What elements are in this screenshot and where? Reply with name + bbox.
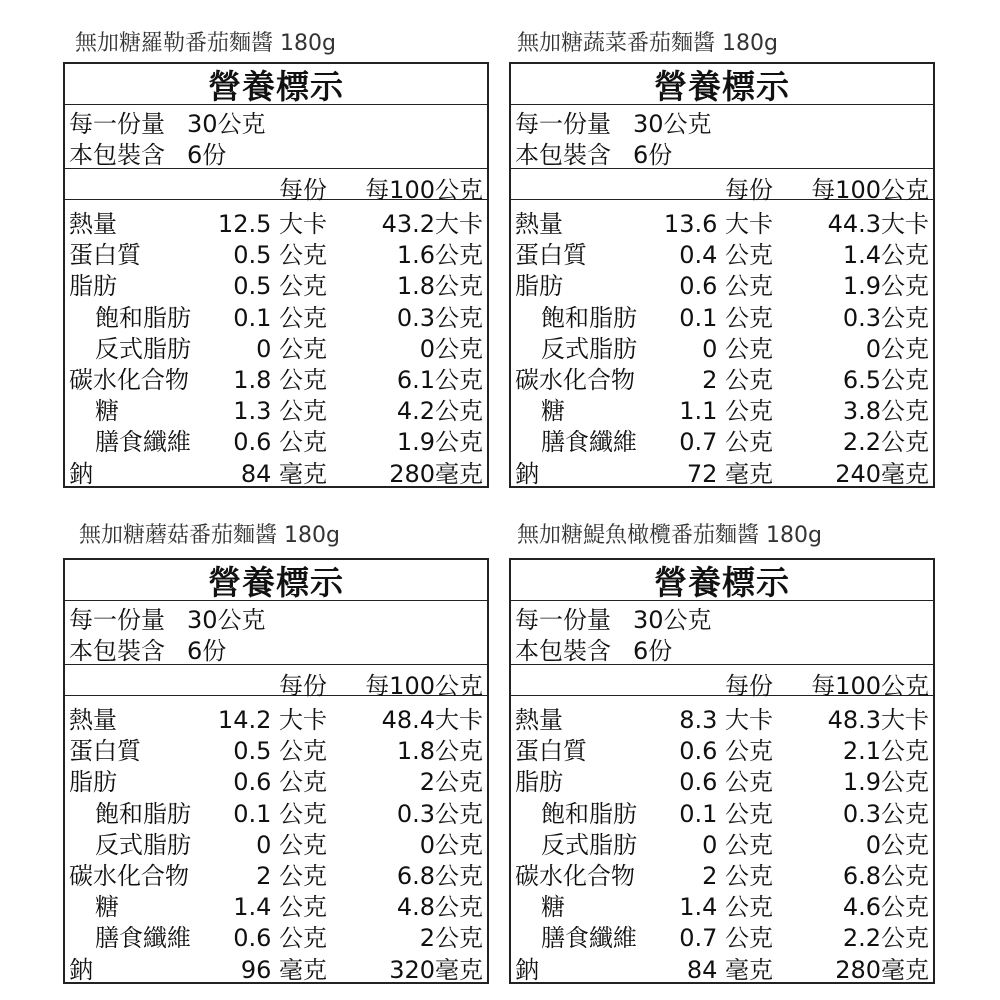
nutrient-name: 反式脂肪 [95, 830, 191, 859]
per-100g-value: 1.9公克 [842, 272, 929, 301]
per-serving-value: 0.6 公克 [679, 768, 773, 797]
product-title: 無加糖鯷魚橄欖番茄麵醬 180g [517, 523, 822, 548]
per-100g-value: 0公克 [865, 334, 929, 363]
nutrition-facts-label [509, 558, 935, 984]
nutrient-row [511, 856, 933, 890]
per-serving-value: 1.1 公克 [679, 397, 773, 426]
nutrient-row [65, 329, 487, 363]
servings-value: 6份 [633, 141, 673, 169]
nutrient-row [511, 825, 933, 859]
nutrient-row [65, 422, 487, 457]
per-100g-value: 48.3大卡 [827, 706, 929, 734]
per-100g-value: 48.4大卡 [381, 706, 483, 734]
nutrient-name: 膳食纖維 [95, 428, 191, 457]
nutrient-row [511, 950, 933, 984]
per-100g-value: 0公克 [419, 334, 483, 363]
per-100g-value: 280毫克 [389, 459, 483, 488]
nutrient-name: 飽和脂肪 [95, 799, 191, 828]
nutrient-row [65, 235, 487, 270]
per-100g-value: 6.1公克 [396, 365, 483, 394]
per-serving-value: 0.5 公克 [233, 272, 327, 301]
column-header-row [511, 169, 933, 204]
per-100g-value: 0公克 [419, 830, 483, 859]
nutrient-rows [65, 200, 487, 488]
nutrient-name: 膳食纖維 [541, 924, 637, 953]
per-serving-value: 84 毫克 [240, 459, 327, 488]
product-title: 無加糖蘑菇番茄麵醬 180g [79, 523, 340, 548]
servings-value: 6份 [187, 141, 227, 169]
product-title: 無加糖羅勒番茄麵醬 180g [75, 31, 336, 56]
per-serving-value: 1.4 公克 [233, 893, 327, 922]
serving-size-value: 30公克 [187, 606, 266, 634]
per-serving-value: 0.6 公克 [679, 272, 773, 301]
per-100g-value: 1.4公克 [842, 241, 929, 270]
nutrient-row [511, 204, 933, 238]
nutrition-facts-label [509, 62, 935, 488]
nutrient-name: 鈉 [69, 955, 93, 984]
nutrient-row [65, 454, 487, 488]
nutrient-row [65, 856, 487, 890]
label-header: 營養標示 [511, 560, 933, 601]
per-100g-value: 1.8公克 [396, 737, 483, 766]
nutrient-row [511, 391, 933, 426]
nutrient-row [511, 918, 933, 953]
per-serving-value: 0.7 公克 [679, 924, 773, 953]
nutrient-row [65, 204, 487, 238]
per-serving-value: 0.1 公克 [679, 799, 773, 828]
nutrient-row [511, 887, 933, 922]
per-serving-value: 0.5 公克 [233, 241, 327, 270]
label-header: 營養標示 [65, 560, 487, 601]
per-serving-value: 0 公克 [256, 334, 327, 363]
nutrient-name: 碳水化合物 [69, 861, 189, 890]
nutrient-name: 碳水化合物 [69, 365, 189, 394]
nutrient-row [511, 298, 933, 332]
nutrient-name: 膳食纖維 [95, 924, 191, 953]
per-100g-value: 0.3公克 [842, 303, 929, 332]
nutrient-row [511, 360, 933, 394]
per-100g-value: 1.8公克 [396, 272, 483, 301]
nutrient-name: 脂肪 [69, 768, 117, 797]
nutrient-name: 蛋白質 [69, 241, 141, 270]
serving-size-row [65, 106, 487, 137]
label-header: 營養標示 [65, 64, 487, 105]
nutrient-row [511, 454, 933, 488]
nutrient-name: 反式脂肪 [95, 334, 191, 363]
per-serving-value: 1.3 公克 [233, 397, 327, 426]
nutrient-row [511, 731, 933, 766]
nutrient-name: 反式脂肪 [541, 334, 637, 363]
serving-size-label: 每一份量 [69, 110, 165, 138]
per-100g-value: 320毫克 [389, 955, 483, 984]
per-serving-value: 0.4 公克 [679, 241, 773, 270]
servings-label: 本包裝含 [69, 141, 165, 169]
per-100g-value: 1.9公克 [842, 768, 929, 797]
per-100g-value: 4.6公克 [842, 893, 929, 922]
nutrient-row [65, 762, 487, 797]
servings-label: 本包裝含 [515, 637, 611, 665]
per-serving-value: 0 公克 [256, 830, 327, 859]
nutrient-row [511, 266, 933, 301]
nutrient-name: 飽和脂肪 [541, 799, 637, 828]
per-100g-value: 0.3公克 [842, 799, 929, 828]
per-100g-value: 2.1公克 [842, 737, 929, 766]
per-serving-value: 0.6 公克 [233, 768, 327, 797]
per-serving-value: 1.8 公克 [233, 365, 327, 394]
nutrient-row [65, 794, 487, 828]
per-serving-value: 96 毫克 [240, 955, 327, 984]
nutrient-row [65, 825, 487, 859]
per-serving-value: 1.4 公克 [679, 893, 773, 922]
per-serving-header: 每份 [725, 672, 773, 700]
per-serving-value: 0.6 公克 [679, 737, 773, 766]
nutrient-name: 脂肪 [69, 272, 117, 301]
per-100g-header: 每100公克 [365, 176, 483, 204]
nutrient-row [65, 950, 487, 984]
column-header-row [65, 665, 487, 700]
servings-value: 6份 [187, 637, 227, 665]
nutrient-rows [65, 696, 487, 984]
column-header-row [65, 169, 487, 204]
servings-label: 本包裝含 [69, 637, 165, 665]
nutrient-name: 糖 [541, 893, 565, 922]
nutrient-name: 脂肪 [515, 768, 563, 797]
nutrient-name: 糖 [541, 397, 565, 426]
nutrient-name: 糖 [95, 397, 119, 426]
label-header: 營養標示 [511, 64, 933, 105]
servings-per-package-row [65, 633, 487, 665]
nutrient-name: 蛋白質 [69, 737, 141, 766]
servings-per-package-row [511, 633, 933, 665]
per-serving-value: 0.1 公克 [233, 303, 327, 332]
per-100g-value: 4.8公克 [396, 893, 483, 922]
per-100g-value: 43.2大卡 [381, 210, 483, 238]
nutrition-facts-label [63, 62, 489, 488]
per-100g-value: 3.8公克 [842, 397, 929, 426]
nutrient-name: 膳食纖維 [541, 428, 637, 457]
nutrient-row [511, 794, 933, 828]
nutrient-name: 鈉 [515, 955, 539, 984]
nutrient-row [65, 266, 487, 301]
nutrient-name: 蛋白質 [515, 241, 587, 270]
nutrition-facts-label [63, 558, 489, 984]
nutrient-name: 反式脂肪 [541, 830, 637, 859]
nutrient-row [65, 360, 487, 394]
servings-value: 6份 [633, 637, 673, 665]
per-serving-value: 13.6 大卡 [663, 210, 773, 238]
nutrient-row [511, 762, 933, 797]
nutrient-name: 飽和脂肪 [95, 303, 191, 332]
per-serving-value: 0.7 公克 [679, 428, 773, 457]
per-serving-value: 0.5 公克 [233, 737, 327, 766]
serving-size-label: 每一份量 [515, 110, 611, 138]
per-100g-value: 2.2公克 [842, 428, 929, 457]
servings-per-package-row [65, 137, 487, 169]
nutrient-name: 熱量 [69, 706, 117, 734]
per-100g-value: 1.9公克 [396, 428, 483, 457]
nutrient-row [511, 235, 933, 270]
per-serving-value: 0.1 公克 [679, 303, 773, 332]
nutrient-row [65, 887, 487, 922]
serving-size-row [511, 602, 933, 633]
product-title: 無加糖蔬菜番茄麵醬 180g [517, 31, 778, 56]
per-100g-value: 6.5公克 [842, 365, 929, 394]
per-serving-value: 0.1 公克 [233, 799, 327, 828]
per-serving-value: 2 公克 [702, 861, 773, 890]
per-100g-value: 0.3公克 [396, 303, 483, 332]
per-100g-value: 240毫克 [835, 459, 929, 488]
nutrient-name: 鈉 [69, 459, 93, 488]
nutrient-row [65, 731, 487, 766]
nutrient-name: 糖 [95, 893, 119, 922]
per-serving-value: 0 公克 [702, 334, 773, 363]
per-serving-header: 每份 [279, 176, 327, 204]
serving-size-label: 每一份量 [515, 606, 611, 634]
serving-size-row [65, 602, 487, 633]
nutrient-name: 蛋白質 [515, 737, 587, 766]
per-100g-value: 1.6公克 [396, 241, 483, 270]
nutrient-name: 碳水化合物 [515, 861, 635, 890]
per-100g-value: 6.8公克 [396, 861, 483, 890]
serving-size-value: 30公克 [633, 606, 712, 634]
nutrient-row [65, 700, 487, 734]
nutrient-row [65, 298, 487, 332]
per-100g-header: 每100公克 [811, 672, 929, 700]
nutrient-name: 熱量 [69, 210, 117, 238]
per-100g-header: 每100公克 [365, 672, 483, 700]
serving-size-value: 30公克 [187, 110, 266, 138]
per-serving-value: 0 公克 [702, 830, 773, 859]
per-100g-header: 每100公克 [811, 176, 929, 204]
nutrient-name: 碳水化合物 [515, 365, 635, 394]
per-serving-value: 8.3 大卡 [679, 706, 773, 734]
nutrient-name: 脂肪 [515, 272, 563, 301]
per-serving-value: 72 毫克 [686, 459, 773, 488]
per-100g-value: 2公克 [419, 924, 483, 953]
nutrient-name: 熱量 [515, 706, 563, 734]
servings-label: 本包裝含 [515, 141, 611, 169]
per-100g-value: 44.3大卡 [827, 210, 929, 238]
nutrient-rows [511, 696, 933, 984]
per-100g-value: 2.2公克 [842, 924, 929, 953]
nutrient-name: 飽和脂肪 [541, 303, 637, 332]
nutrient-row [65, 391, 487, 426]
nutrient-row [65, 918, 487, 953]
servings-per-package-row [511, 137, 933, 169]
per-serving-value: 2 公克 [702, 365, 773, 394]
nutrient-row [511, 422, 933, 457]
serving-size-label: 每一份量 [69, 606, 165, 634]
per-100g-value: 4.2公克 [396, 397, 483, 426]
nutrient-row [511, 329, 933, 363]
column-header-row [511, 665, 933, 700]
per-100g-value: 6.8公克 [842, 861, 929, 890]
per-serving-value: 0.6 公克 [233, 428, 327, 457]
per-serving-header: 每份 [725, 176, 773, 204]
per-serving-value: 2 公克 [256, 861, 327, 890]
nutrient-name: 鈉 [515, 459, 539, 488]
nutrient-rows [511, 200, 933, 488]
per-serving-value: 12.5 大卡 [217, 210, 327, 238]
per-serving-value: 14.2 大卡 [217, 706, 327, 734]
per-100g-value: 0.3公克 [396, 799, 483, 828]
nutrient-name: 熱量 [515, 210, 563, 238]
per-100g-value: 280毫克 [835, 955, 929, 984]
nutrient-row [511, 700, 933, 734]
per-serving-value: 0.6 公克 [233, 924, 327, 953]
serving-size-row [511, 106, 933, 137]
per-100g-value: 2公克 [419, 768, 483, 797]
per-serving-value: 84 毫克 [686, 955, 773, 984]
serving-size-value: 30公克 [633, 110, 712, 138]
per-100g-value: 0公克 [865, 830, 929, 859]
per-serving-header: 每份 [279, 672, 327, 700]
